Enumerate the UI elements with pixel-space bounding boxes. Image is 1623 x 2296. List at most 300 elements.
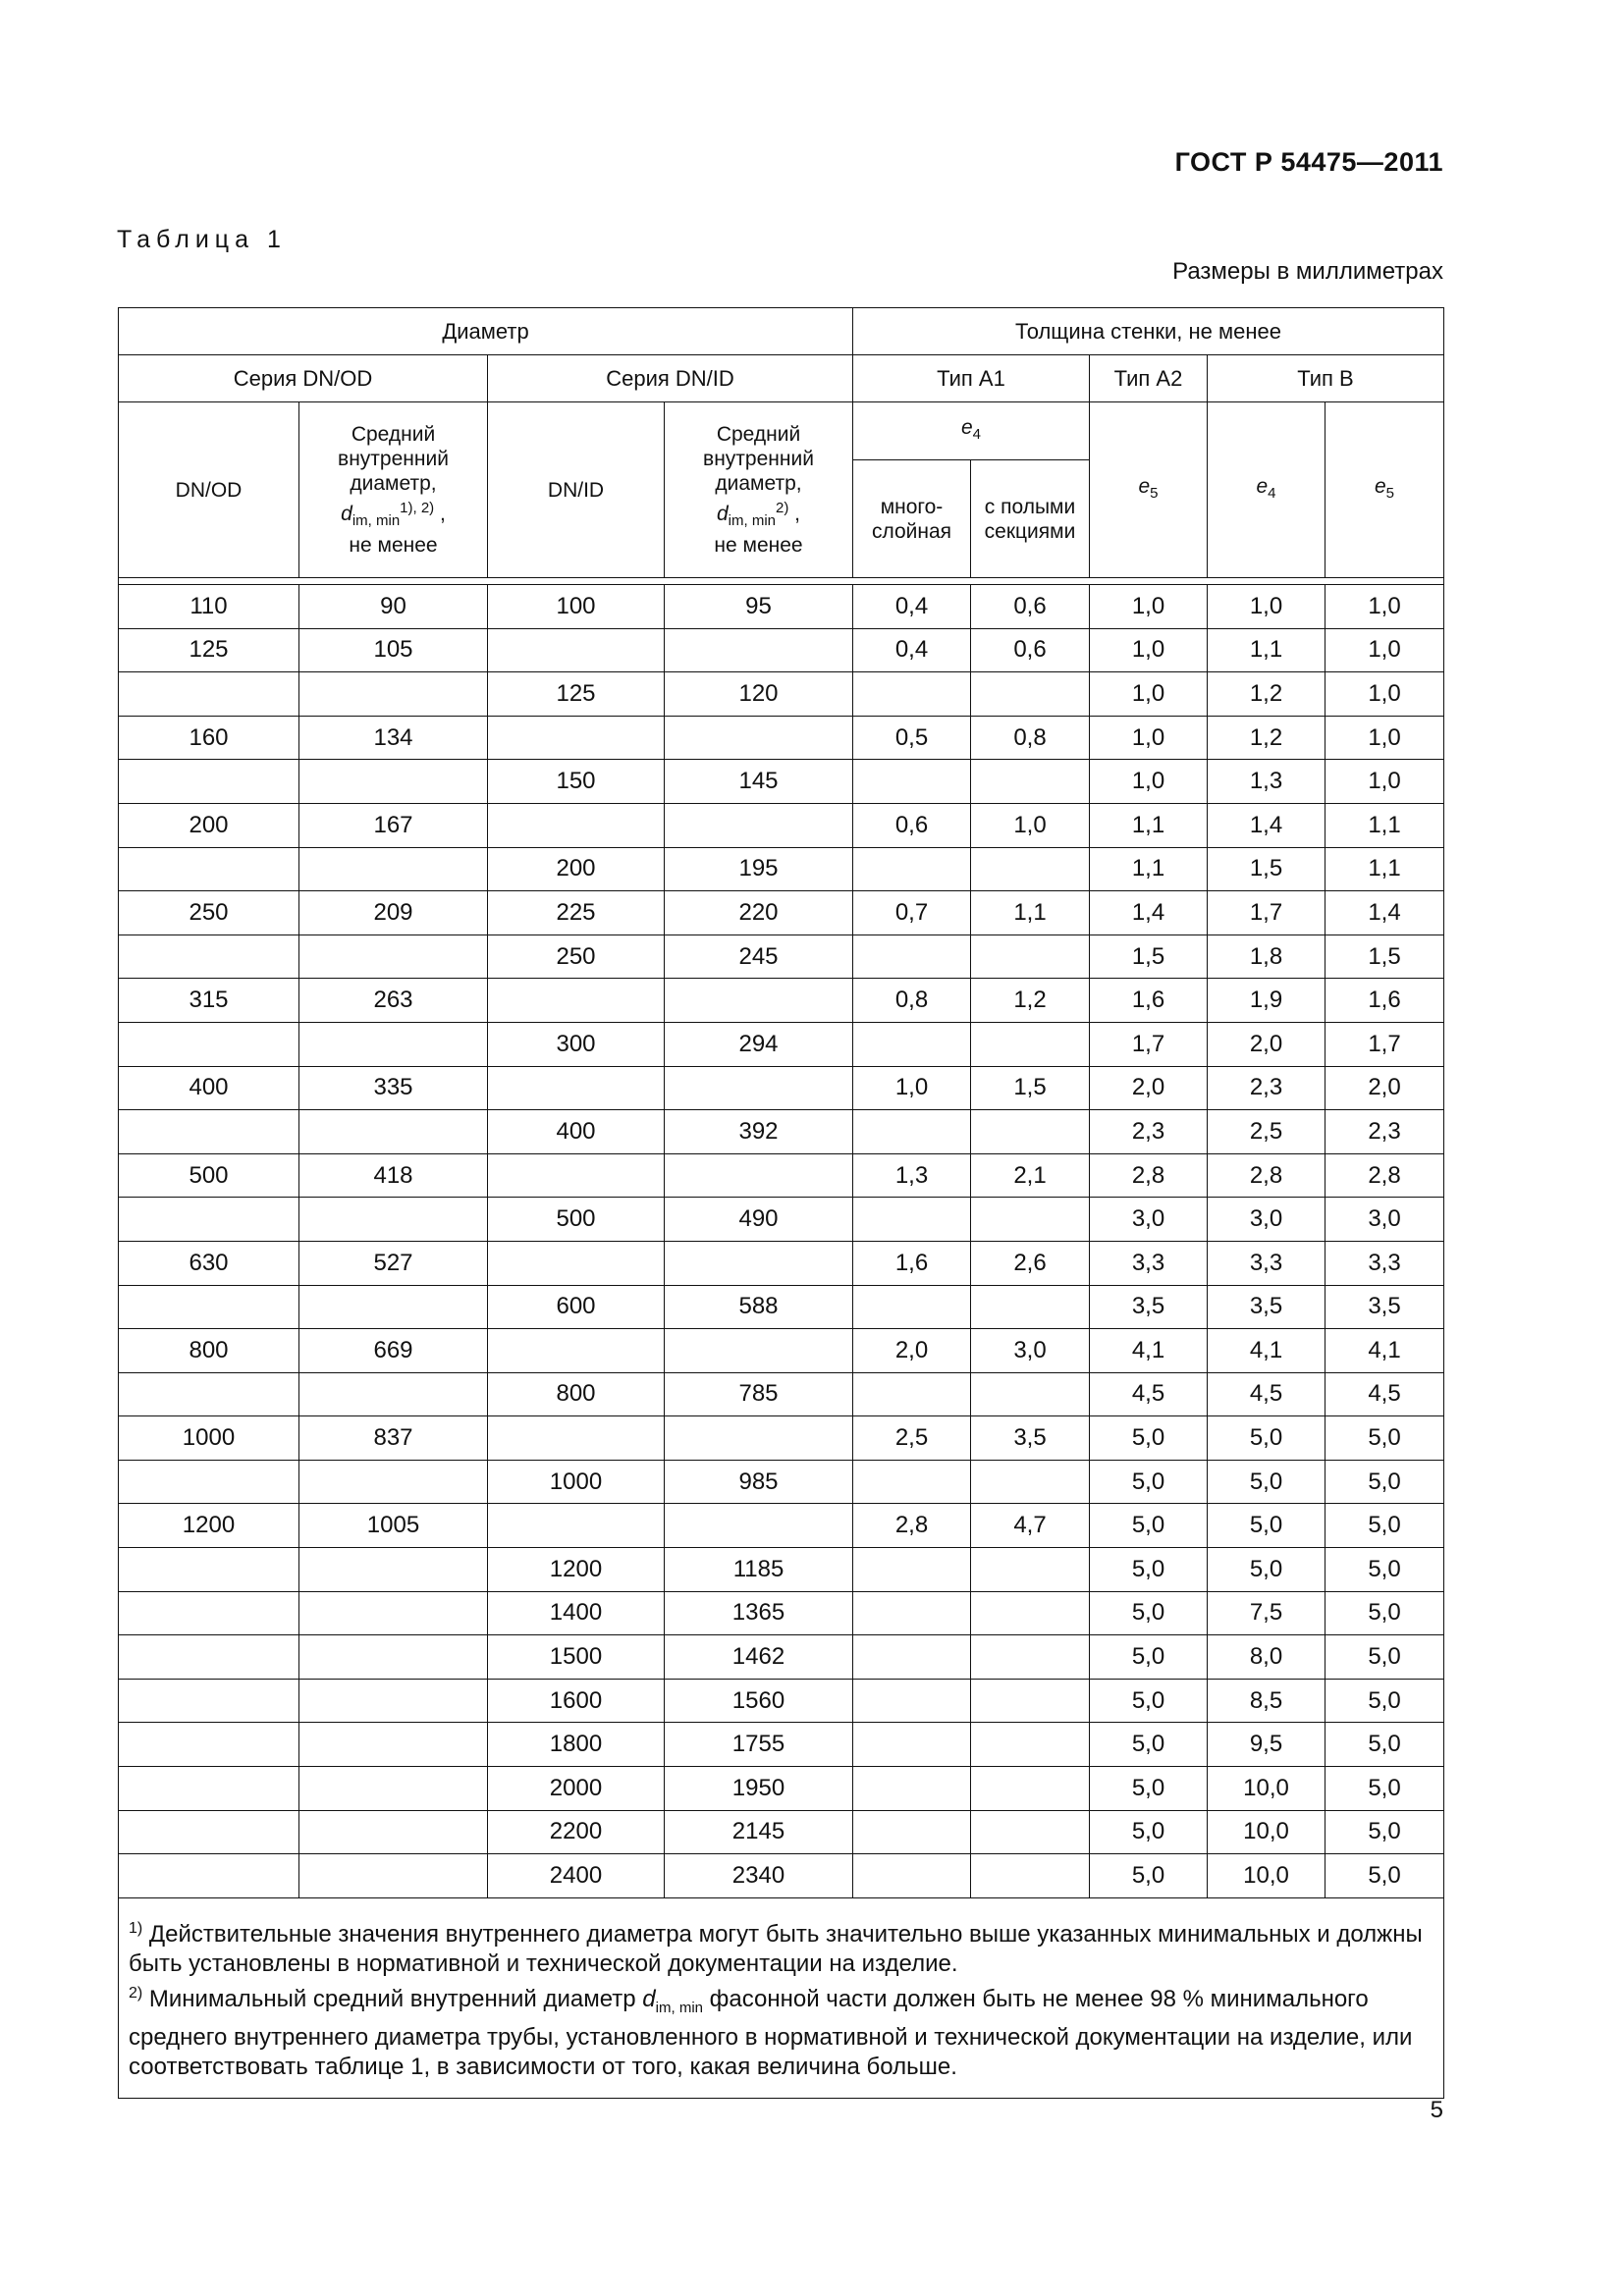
- table-cell: 1,2: [1208, 672, 1325, 717]
- header-hollow-sections: с полыми секциями: [971, 460, 1090, 578]
- table-cell: [299, 1723, 488, 1767]
- table-cell: [119, 1635, 299, 1680]
- header-dn-od: DN/OD: [119, 402, 299, 578]
- table-cell: [299, 934, 488, 979]
- table-cell: 1,5: [1208, 847, 1325, 891]
- table-cell: 5,0: [1325, 1416, 1444, 1461]
- table-cell: [119, 1110, 299, 1154]
- table-cell: [488, 628, 665, 672]
- table-cell: [853, 1460, 971, 1504]
- table-cell: 245: [665, 934, 853, 979]
- units-note: Размеры в миллиметрах: [1172, 258, 1443, 285]
- header-series-id: Серия DN/ID: [488, 355, 853, 402]
- table-cell: 1,0: [1325, 716, 1444, 760]
- table-cell: 1,0: [1090, 585, 1208, 629]
- table-cell: [299, 1198, 488, 1242]
- header-b-e4: $e_4$: [1208, 402, 1325, 578]
- table-cell: 400: [119, 1066, 299, 1110]
- table-cell: 5,0: [1208, 1504, 1325, 1548]
- table-cell: 5,0: [1090, 1460, 1208, 1504]
- table-cell: 10,0: [1208, 1767, 1325, 1811]
- table-cell: [665, 1153, 853, 1198]
- header-diameter: Диаметр: [119, 308, 853, 355]
- table-cell: 392: [665, 1110, 853, 1154]
- header-multilayer: много- слойная: [853, 460, 971, 578]
- table-row: [119, 1285, 1444, 1329]
- table-cell: [119, 1285, 299, 1329]
- table-row: [119, 1854, 1444, 1898]
- table-cell: 2340: [665, 1854, 853, 1898]
- table-cell: [299, 1767, 488, 1811]
- table-cell: 630: [119, 1241, 299, 1285]
- table-caption: Таблица 1: [117, 226, 287, 253]
- table-cell: [853, 1767, 971, 1811]
- table-cell: 1000: [119, 1416, 299, 1461]
- table-cell: 1,0: [1090, 672, 1208, 717]
- table-cell: 1,0: [1325, 628, 1444, 672]
- table-cell: [488, 1504, 665, 1548]
- table-cell: [119, 934, 299, 979]
- table-cell: 3,5: [1090, 1285, 1208, 1329]
- table-row: [119, 1635, 1444, 1680]
- table-cell: [299, 1548, 488, 1592]
- table-row: [119, 716, 1444, 760]
- table-cell: 3,0: [971, 1329, 1090, 1373]
- table-cell: 1950: [665, 1767, 853, 1811]
- table-cell: 3,0: [1090, 1198, 1208, 1242]
- table-cell: [488, 1066, 665, 1110]
- table-cell: [488, 803, 665, 847]
- table-cell: 5,0: [1090, 1723, 1208, 1767]
- table-cell: 1,4: [1208, 803, 1325, 847]
- table-cell: 145: [665, 760, 853, 804]
- table-cell: 1,1: [971, 891, 1090, 935]
- table-cell: 500: [119, 1153, 299, 1198]
- table-cell: 1560: [665, 1679, 853, 1723]
- table-cell: 2,3: [1325, 1110, 1444, 1154]
- table-cell: 2,5: [853, 1416, 971, 1461]
- table-cell: 5,0: [1325, 1723, 1444, 1767]
- table-row: [119, 979, 1444, 1023]
- header-dn-id: DN/ID: [488, 402, 665, 578]
- table-cell: 1,0: [1325, 585, 1444, 629]
- table-row: [119, 1460, 1444, 1504]
- table-cell: [971, 1372, 1090, 1416]
- table-cell: 3,0: [1325, 1198, 1444, 1242]
- table-cell: 2,8: [1090, 1153, 1208, 1198]
- table-cell: 200: [119, 803, 299, 847]
- table-cell: [971, 1460, 1090, 1504]
- table-body: [119, 585, 1444, 1898]
- table-cell: 5,0: [1208, 1460, 1325, 1504]
- table-cell: [299, 1810, 488, 1854]
- table-row: [119, 1416, 1444, 1461]
- table-cell: 10,0: [1208, 1810, 1325, 1854]
- table-cell: 1,6: [853, 1241, 971, 1285]
- table-cell: [488, 1416, 665, 1461]
- table-cell: 1,0: [1090, 628, 1208, 672]
- table-cell: 250: [488, 934, 665, 979]
- table-cell: 527: [299, 1241, 488, 1285]
- table-cell: 1600: [488, 1679, 665, 1723]
- table-cell: [971, 1198, 1090, 1242]
- table-cell: 5,0: [1090, 1591, 1208, 1635]
- table-cell: [488, 716, 665, 760]
- table-cell: [119, 1372, 299, 1416]
- table-row: [119, 1022, 1444, 1066]
- table-cell: 1800: [488, 1723, 665, 1767]
- table-cell: 5,0: [1090, 1635, 1208, 1680]
- table-cell: [971, 847, 1090, 891]
- header-a2-e5: $e_5$: [1090, 402, 1208, 578]
- table-cell: 8,0: [1208, 1635, 1325, 1680]
- table-cell: 600: [488, 1285, 665, 1329]
- table-cell: [853, 1635, 971, 1680]
- table-cell: 100: [488, 585, 665, 629]
- table-row: [119, 803, 1444, 847]
- table-cell: [119, 1022, 299, 1066]
- table-cell: 95: [665, 585, 853, 629]
- table-cell: 2,0: [1325, 1066, 1444, 1110]
- table-cell: 7,5: [1208, 1591, 1325, 1635]
- table-row: [119, 1679, 1444, 1723]
- table-cell: 1,0: [1090, 716, 1208, 760]
- table-cell: 0,4: [853, 585, 971, 629]
- table-cell: 1,3: [1208, 760, 1325, 804]
- table-cell: [119, 1723, 299, 1767]
- table-cell: [853, 934, 971, 979]
- table-cell: [971, 1022, 1090, 1066]
- table-cell: 5,0: [1090, 1416, 1208, 1461]
- table-row: [119, 1548, 1444, 1592]
- table-cell: 2,6: [971, 1241, 1090, 1285]
- table-cell: [971, 1591, 1090, 1635]
- table-row: [119, 1810, 1444, 1854]
- table-cell: 1185: [665, 1548, 853, 1592]
- table-cell: 5,0: [1090, 1854, 1208, 1898]
- table-cell: 5,0: [1325, 1504, 1444, 1548]
- table-row: [119, 891, 1444, 935]
- table-cell: [971, 1110, 1090, 1154]
- header-mean-diameter-od: Средний внутренний диаметр, $d_{im, min}^{1), 2)}$ , не менее: [299, 402, 488, 578]
- table-cell: 1,4: [1090, 891, 1208, 935]
- table-footnotes: [119, 1897, 1444, 2098]
- table-cell: [971, 1810, 1090, 1854]
- table-cell: [665, 628, 853, 672]
- table-cell: [853, 1810, 971, 1854]
- table-row: [119, 847, 1444, 891]
- page-number: 5: [1430, 2097, 1443, 2123]
- table-cell: 8,5: [1208, 1679, 1325, 1723]
- table-cell: [665, 716, 853, 760]
- table-cell: [119, 1198, 299, 1242]
- table-cell: 195: [665, 847, 853, 891]
- table-cell: 5,0: [1325, 1810, 1444, 1854]
- table-cell: [853, 1372, 971, 1416]
- table-cell: 4,5: [1208, 1372, 1325, 1416]
- table-cell: 167: [299, 803, 488, 847]
- table-cell: 315: [119, 979, 299, 1023]
- table-cell: 110: [119, 585, 299, 629]
- table-row: [119, 1372, 1444, 1416]
- table-cell: 1200: [488, 1548, 665, 1592]
- table-cell: [299, 1591, 488, 1635]
- table-row: [119, 1198, 1444, 1242]
- table-cell: [119, 1460, 299, 1504]
- table-cell: 1,1: [1208, 628, 1325, 672]
- table-cell: 0,6: [853, 803, 971, 847]
- table-cell: [119, 1767, 299, 1811]
- table-cell: 2,5: [1208, 1110, 1325, 1154]
- table-cell: [971, 1854, 1090, 1898]
- header-a1-e4: $e_4$: [853, 402, 1090, 460]
- table-cell: [853, 847, 971, 891]
- table-cell: [119, 1548, 299, 1592]
- table-cell: 0,6: [971, 585, 1090, 629]
- table-cell: [299, 847, 488, 891]
- table-cell: 125: [488, 672, 665, 717]
- table-cell: 2,3: [1090, 1110, 1208, 1154]
- table-cell: [853, 1679, 971, 1723]
- table-cell: [488, 979, 665, 1023]
- table-cell: 105: [299, 628, 488, 672]
- table-cell: 263: [299, 979, 488, 1023]
- table-row: [119, 1504, 1444, 1548]
- table-cell: [299, 1372, 488, 1416]
- table-cell: 2,0: [1090, 1066, 1208, 1110]
- table-cell: 0,7: [853, 891, 971, 935]
- table-cell: [119, 1854, 299, 1898]
- table-cell: [853, 1198, 971, 1242]
- table-cell: 4,5: [1090, 1372, 1208, 1416]
- table-cell: [299, 1635, 488, 1680]
- table-cell: [853, 1723, 971, 1767]
- table-cell: 800: [488, 1372, 665, 1416]
- table-cell: 90: [299, 585, 488, 629]
- header-type-b: Тип В: [1208, 355, 1444, 402]
- table-cell: [299, 1110, 488, 1154]
- table-cell: 1755: [665, 1723, 853, 1767]
- table-cell: 2,8: [1325, 1153, 1444, 1198]
- table-row: [119, 1110, 1444, 1154]
- table-cell: 335: [299, 1066, 488, 1110]
- table-row: [119, 1066, 1444, 1110]
- header-b-e5: $e_5$: [1325, 402, 1444, 578]
- table-cell: [299, 672, 488, 717]
- table-cell: 2000: [488, 1767, 665, 1811]
- table-cell: 785: [665, 1372, 853, 1416]
- table-cell: 1,6: [1090, 979, 1208, 1023]
- table-cell: 1,4: [1325, 891, 1444, 935]
- table-cell: 5,0: [1325, 1635, 1444, 1680]
- table-cell: 1,1: [1325, 803, 1444, 847]
- footnote-1: $^{1)}$ Действительные значения внутреннего диаметра могут быть значительно выше указанных минимальных и должны быть установлены в нормативной и технической документации на изделие.: [129, 1919, 1423, 1977]
- table-cell: 0,5: [853, 716, 971, 760]
- table-cell: 1,7: [1208, 891, 1325, 935]
- table-cell: 2,8: [1208, 1153, 1325, 1198]
- table-cell: 1,8: [1208, 934, 1325, 979]
- table-cell: [971, 760, 1090, 804]
- table-cell: 5,0: [1090, 1767, 1208, 1811]
- table-cell: 669: [299, 1329, 488, 1373]
- table-cell: 418: [299, 1153, 488, 1198]
- table-cell: 0,8: [853, 979, 971, 1023]
- table-cell: 1,7: [1090, 1022, 1208, 1066]
- table-cell: 1200: [119, 1504, 299, 1548]
- table-cell: 3,5: [1325, 1285, 1444, 1329]
- table-cell: 490: [665, 1198, 853, 1242]
- table-cell: [853, 1854, 971, 1898]
- table-cell: [853, 1548, 971, 1592]
- table-cell: [971, 1679, 1090, 1723]
- table-cell: [665, 1329, 853, 1373]
- table-cell: 1,5: [1090, 934, 1208, 979]
- table-cell: 1,1: [1090, 803, 1208, 847]
- table-cell: 200: [488, 847, 665, 891]
- table-cell: 160: [119, 716, 299, 760]
- table-cell: [971, 1767, 1090, 1811]
- table-cell: 5,0: [1325, 1854, 1444, 1898]
- table-cell: 5,0: [1090, 1504, 1208, 1548]
- table-cell: 3,3: [1325, 1241, 1444, 1285]
- table-row: [119, 760, 1444, 804]
- table-cell: 5,0: [1208, 1416, 1325, 1461]
- table-cell: 5,0: [1325, 1460, 1444, 1504]
- table-cell: [853, 672, 971, 717]
- table-cell: 5,0: [1325, 1591, 1444, 1635]
- table-cell: 1,0: [971, 803, 1090, 847]
- table-cell: 985: [665, 1460, 853, 1504]
- table-cell: [665, 803, 853, 847]
- table-row: [119, 1767, 1444, 1811]
- table-cell: 2,3: [1208, 1066, 1325, 1110]
- table-cell: 1462: [665, 1635, 853, 1680]
- table-cell: 3,5: [1208, 1285, 1325, 1329]
- table-cell: 1,6: [1325, 979, 1444, 1023]
- table-cell: 1,7: [1325, 1022, 1444, 1066]
- table-cell: 837: [299, 1416, 488, 1461]
- table-row: [119, 1591, 1444, 1635]
- table-row: [119, 1329, 1444, 1373]
- table-cell: 300: [488, 1022, 665, 1066]
- table-cell: [488, 1241, 665, 1285]
- table-cell: 5,0: [1090, 1810, 1208, 1854]
- table-cell: [665, 1066, 853, 1110]
- header-wall-thickness: Толщина стенки, не менее: [853, 308, 1444, 355]
- table-cell: 4,1: [1208, 1329, 1325, 1373]
- table-cell: [853, 1591, 971, 1635]
- dimensions-table: [118, 307, 1444, 2099]
- table-cell: [119, 847, 299, 891]
- table-cell: 800: [119, 1329, 299, 1373]
- table-cell: 5,0: [1325, 1767, 1444, 1811]
- table-cell: [119, 760, 299, 804]
- header-type-a2: Тип А2: [1090, 355, 1208, 402]
- table-cell: 5,0: [1325, 1679, 1444, 1723]
- table-cell: 209: [299, 891, 488, 935]
- table-cell: 120: [665, 672, 853, 717]
- table-cell: 5,0: [1325, 1548, 1444, 1592]
- table-cell: 4,1: [1325, 1329, 1444, 1373]
- table-cell: 500: [488, 1198, 665, 1242]
- table-cell: [119, 1591, 299, 1635]
- header-series-od: Серия DN/OD: [119, 355, 488, 402]
- table-cell: 2,1: [971, 1153, 1090, 1198]
- table-cell: 294: [665, 1022, 853, 1066]
- table-cell: 3,0: [1208, 1198, 1325, 1242]
- table-cell: 1,1: [1090, 847, 1208, 891]
- table-cell: 2145: [665, 1810, 853, 1854]
- table-cell: [971, 1635, 1090, 1680]
- table-cell: [488, 1329, 665, 1373]
- table-cell: [299, 1854, 488, 1898]
- table-cell: 1,3: [853, 1153, 971, 1198]
- table-cell: 0,4: [853, 628, 971, 672]
- table-cell: 1,0: [1090, 760, 1208, 804]
- table-cell: [853, 1285, 971, 1329]
- table-cell: 3,5: [971, 1416, 1090, 1461]
- table-row: [119, 1153, 1444, 1198]
- table-cell: [853, 760, 971, 804]
- table-cell: 2,0: [1208, 1022, 1325, 1066]
- table-cell: 9,5: [1208, 1723, 1325, 1767]
- table-cell: 2,8: [853, 1504, 971, 1548]
- table-cell: [665, 1241, 853, 1285]
- table-cell: 5,0: [1208, 1548, 1325, 1592]
- table-cell: 1000: [488, 1460, 665, 1504]
- table-row: [119, 628, 1444, 672]
- table-cell: 1365: [665, 1591, 853, 1635]
- table-cell: 225: [488, 891, 665, 935]
- table-cell: 250: [119, 891, 299, 935]
- table-cell: 150: [488, 760, 665, 804]
- table-cell: [665, 1504, 853, 1548]
- table-cell: 1,0: [853, 1066, 971, 1110]
- table-cell: 400: [488, 1110, 665, 1154]
- table-row: [119, 1241, 1444, 1285]
- table-cell: 0,6: [971, 628, 1090, 672]
- table-cell: 1,0: [1325, 672, 1444, 717]
- table-cell: [119, 672, 299, 717]
- table-cell: [971, 1285, 1090, 1329]
- table-cell: [299, 1022, 488, 1066]
- table-cell: 1005: [299, 1504, 488, 1548]
- table-cell: 5,0: [1090, 1679, 1208, 1723]
- table-cell: 1,9: [1208, 979, 1325, 1023]
- table-cell: 134: [299, 716, 488, 760]
- table-cell: [665, 1416, 853, 1461]
- table-row: [119, 585, 1444, 629]
- table-cell: [299, 760, 488, 804]
- table-cell: 1500: [488, 1635, 665, 1680]
- table-cell: 220: [665, 891, 853, 935]
- table-cell: 1,1: [1325, 847, 1444, 891]
- table-cell: 0,8: [971, 716, 1090, 760]
- table-cell: 588: [665, 1285, 853, 1329]
- header-mean-diameter-id: Средний внутренний диаметр, $d_{im, min}^{2)}$ , не менее: [665, 402, 853, 578]
- table-cell: [971, 934, 1090, 979]
- table-row: [119, 934, 1444, 979]
- table-cell: 3,3: [1090, 1241, 1208, 1285]
- table-cell: [299, 1679, 488, 1723]
- table-cell: 1,2: [1208, 716, 1325, 760]
- table-cell: [665, 979, 853, 1023]
- table-cell: 2200: [488, 1810, 665, 1854]
- table-cell: 5,0: [1090, 1548, 1208, 1592]
- table-cell: [299, 1285, 488, 1329]
- table-cell: 4,7: [971, 1504, 1090, 1548]
- table-cell: 2,0: [853, 1329, 971, 1373]
